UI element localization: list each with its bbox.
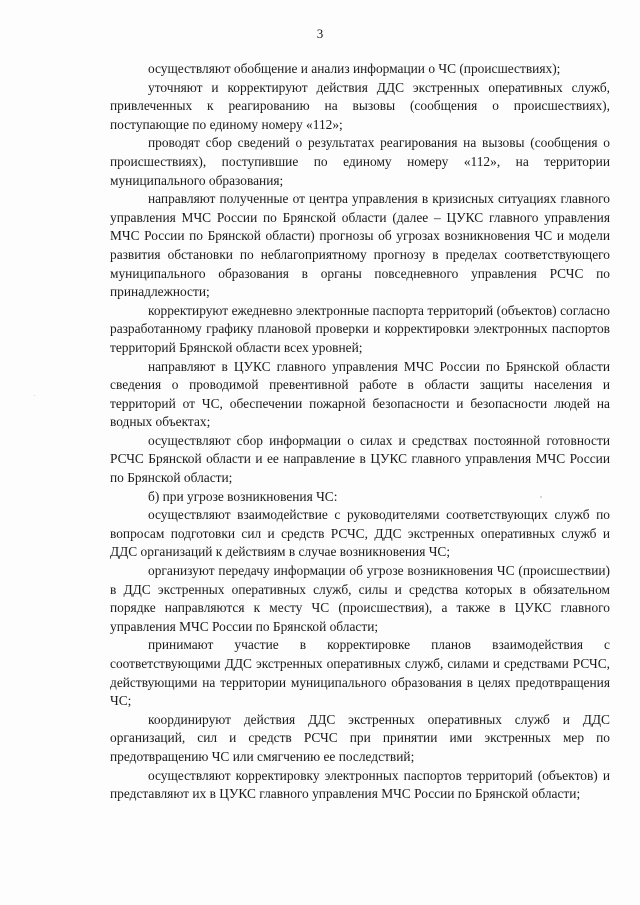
scan-speck — [34, 395, 35, 396]
document-body — [110, 60, 610, 804]
paragraph: осуществляют взаимодействие с руководителями соответствующих служб по вопросам подготовки сил и средств РСЧС, ДДС экстренных оперативных служб и ДДС организаций к действиям в случае возникновения ЧС; — [110, 507, 610, 560]
paragraph: организуют передачу информации об угрозе возникновения ЧС (происшествии) в ДДС экстренных оперативных служб, силы и средства которых в обязательном порядке направляются к месту ЧС (происшествия), а также в ЦУКС главного управления МЧС России по Брянской области; — [110, 563, 610, 634]
paragraph: корректируют ежедневно электронные паспорта территорий (объектов) согласно разработанному графику плановой проверки и корректировки электронных паспортов территорий Брянской области всех уровней; — [110, 302, 610, 355]
page-number: 3 — [316, 26, 324, 41]
paragraph: направляют полученные от центра управления в кризисных ситуациях главного управления МЧС России по Брянской области (далее – ЦУКС главного управления МЧС России по Брянской области) прогнозы об угрозах возникновения ЧС и модели развития обстановки по неблагоприятному прогнозу в пределах соответствующего муниципального образования в органы повседневного управления РСЧС по принадлежности; — [110, 191, 610, 300]
paragraph: осуществляют обобщение и анализ информации о ЧС (происшествиях); — [148, 61, 561, 76]
paragraph: принимают участие в корректировке планов взаимодействия с соответствующими ДДС экстренных оперативных служб, силами и средствами РСЧС, действующими на территории муниципального образования в целях предотвращения ЧС; — [110, 637, 610, 709]
paragraph: осуществляют корректировку электронных паспортов территорий (объектов) и представляют их в ЦУКС главного управления МЧС России по Брянской области; — [110, 767, 610, 802]
paragraph: осуществляют сбор информации о силах и средствах постоянной готовности РСЧС Брянской области и ее направление в ЦУКС главного управления МЧС России по Брянской области; — [110, 432, 610, 486]
paragraph: координируют действия ДДС экстренных оперативных служб и ДДС организаций, сил и средств РСЧС при принятии ими экстренных мер по предотвращению ЧС или смягчению ее последствий; — [110, 711, 610, 764]
paragraph: направляют в ЦУКС главного управления МЧС России по Брянской области сведения о проводимой превентивной работе в области защиты населения и территорий от ЧС, обеспечении пожарной безопасности и безопасности людей на водных объектах; — [110, 358, 610, 430]
scan-speck — [540, 496, 542, 498]
paragraph: уточняют и корректируют действия ДДС экстренных оперативных служб, привлеченных к реагированию на вызовы (сообщения о происшествиях), поступающие по единому номеру «112»; — [110, 79, 610, 132]
paragraph: б) при угрозе возникновения ЧС: — [148, 488, 338, 504]
paragraph: проводят сбор сведений о результатах реагирования на вызовы (сообщения о происшествиях), поступившие по единому номеру «112», на территории муниципального образования; — [110, 135, 610, 188]
